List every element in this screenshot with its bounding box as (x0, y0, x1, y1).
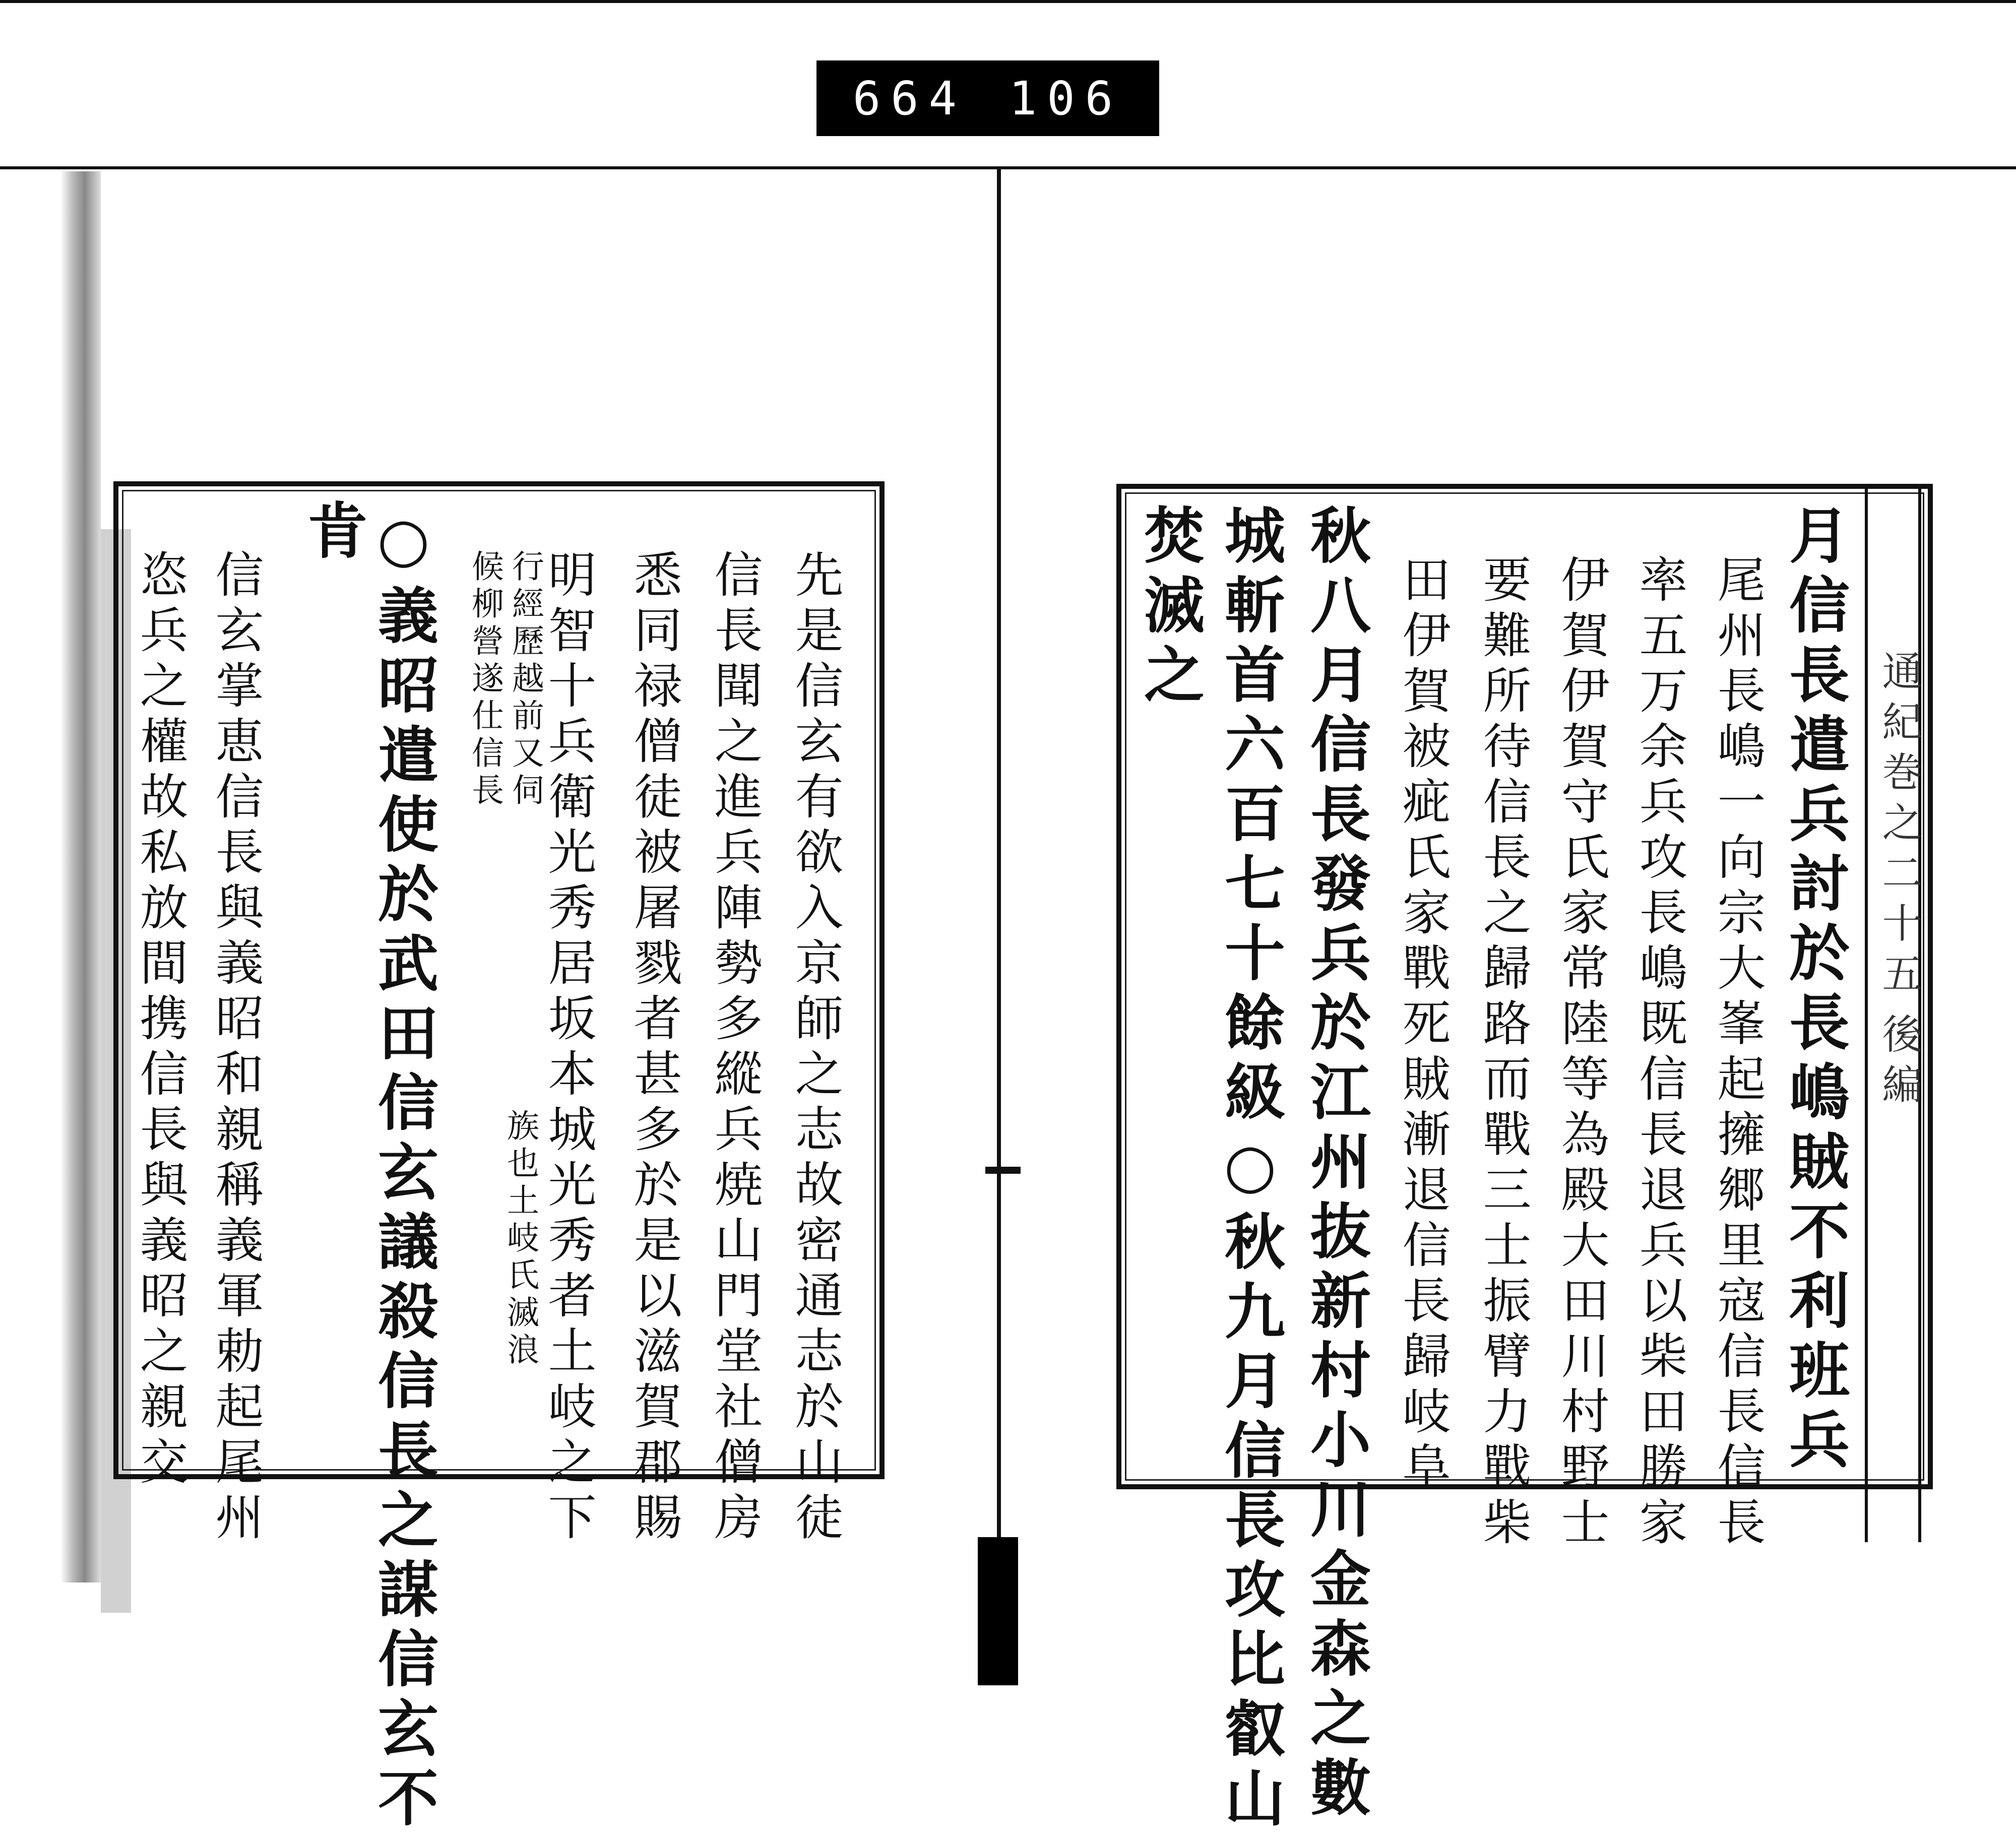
left-col-6: 族也土岐氏滅浪 (501, 1109, 539, 1370)
archive-label (816, 60, 1159, 136)
right-col-2: 尾州長嶋一向宗大峯起擁郷里寇信長信長 (1710, 554, 1766, 1552)
right-col-1: 月信長遣兵討於長嶋賊不利班兵 (1779, 504, 1850, 1478)
top-border (0, 0, 2016, 3)
spine-line (997, 166, 1001, 1685)
archive-label-right: 106 (1009, 71, 1123, 125)
right-col-7: 秋八月信長發兵於江州抜新村小川金森之數 (1300, 504, 1371, 1825)
left-col-11: 先是信玄有欲入京師之志故密通志於山徒 (787, 549, 844, 1547)
left-col-4: 恣兵之權故私放間携信長與義昭之親交 (132, 549, 188, 1492)
left-col-5: 明智十兵衛光秀居坂本城光秀者土岐之下 (540, 549, 597, 1547)
spine-bar (978, 1537, 1018, 1685)
right-margin-subtitle: 後編 (1875, 1013, 1922, 1114)
left-col-10: 信長聞之進兵陣勢多縱兵焼山門堂社僧房 (707, 549, 763, 1547)
left-col-9: 悉同禄僧徒被屠戮者甚多於是以滋賀郡賜 (626, 549, 682, 1547)
right-col-8: 城斬首六百七十餘級○秋九月信長攻比叡山 (1215, 504, 1286, 1836)
left-col-2: ○義昭遣使於武田信玄議殺信長之謀信玄不 (368, 504, 439, 1836)
page-top-edge (0, 166, 2016, 169)
archive-label-left: 664 (852, 71, 967, 125)
left-col-7: 行經歷越前又伺 (507, 549, 544, 810)
right-margin-title: 通紀巻之二十五 (1875, 650, 1922, 1003)
left-col-8: 候柳營遂仕信長 (466, 549, 503, 810)
right-col-4: 伊賀伊賀守氏家常陸等為殿大田川村野士 (1553, 554, 1610, 1552)
right-col-9: 焚滅之 (1134, 504, 1205, 713)
spine-mark (985, 1167, 1021, 1174)
left-col-3: 信玄掌恵信長與義昭和親稱義軍勅起尾州 (208, 549, 264, 1547)
left-col-1: 肯 (297, 499, 368, 568)
right-col-5: 要難所待信長之歸路而戰三士振臂力戰柴 (1475, 554, 1532, 1552)
left-binding-edge (60, 171, 101, 1582)
right-col-6: 田伊賀被疵氏家戰死賊漸退信長歸岐阜 (1395, 554, 1451, 1497)
right-col-3: 率五万余兵攻長嶋既信長退兵以柴田勝家 (1631, 554, 1688, 1552)
